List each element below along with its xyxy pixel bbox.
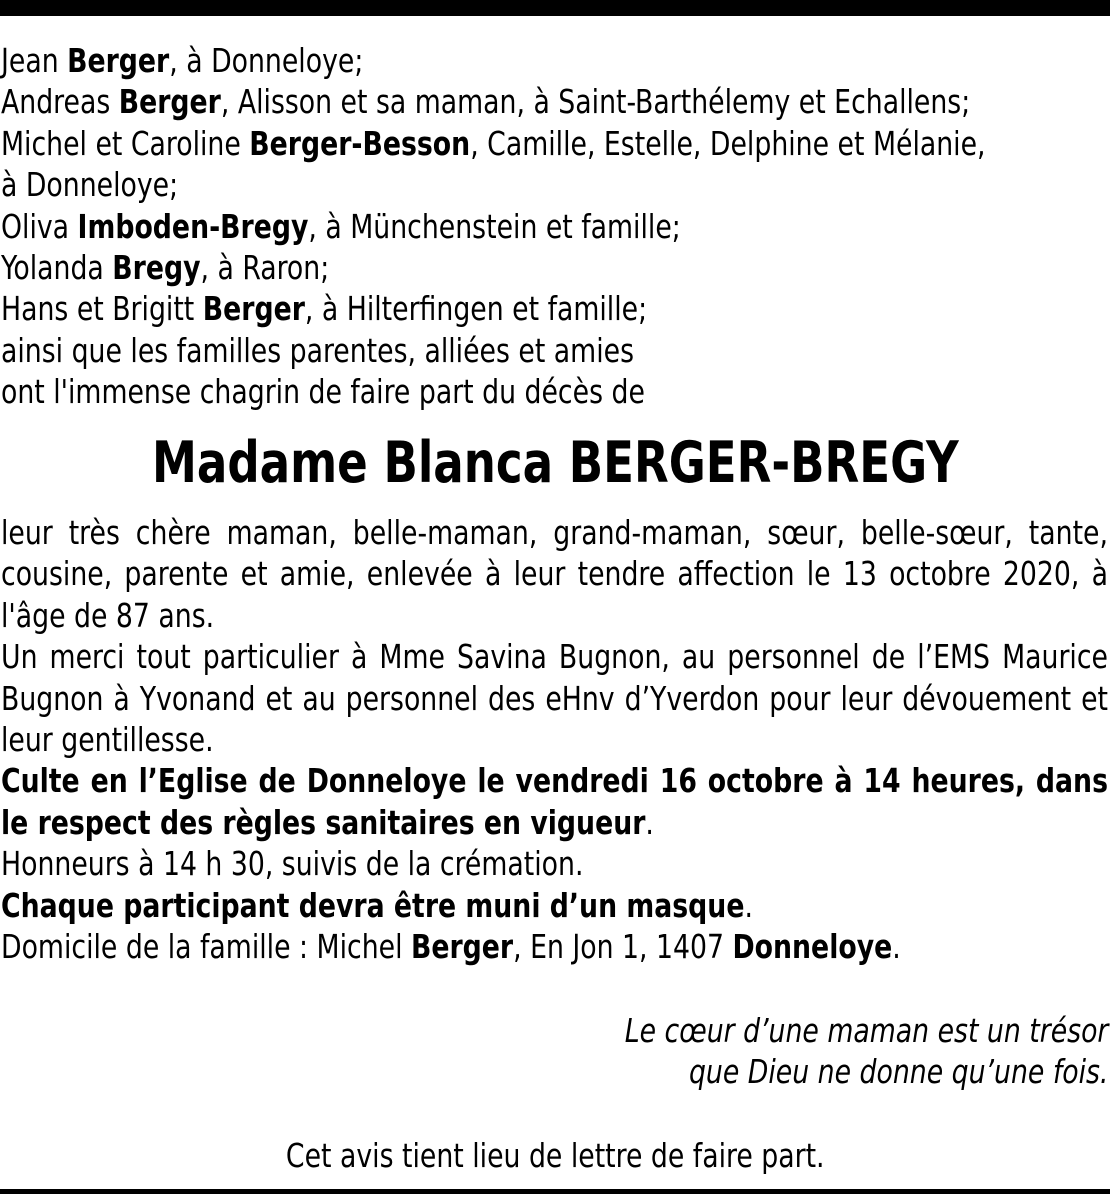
family-line-text: Oliva	[1, 206, 78, 246]
family-line-location: , à Münchenstein et famille;	[308, 206, 681, 246]
domicile-town: Donneloye	[732, 927, 893, 967]
family-line	[1, 81, 1108, 122]
mask-requirement: Chaque participant devra être muni d’un masque	[1, 885, 745, 925]
family-line	[1, 330, 1108, 371]
family-line-text: ainsi que les familles parentes, alliées et amies	[1, 330, 635, 370]
domicile-line	[1, 926, 1108, 967]
family-surname: Berger	[118, 82, 221, 122]
memorial-quote	[624, 1010, 1108, 1092]
closing-text: Cet avis tient lieu de lettre de faire part.	[285, 1136, 825, 1175]
domicile-address: , En Jon 1, 1407	[513, 927, 733, 967]
deceased-name-heading	[0, 428, 1110, 498]
thanks-paragraph: Un merci tout particulier à Mme Savina Bugnon, au personnel de l’EMS Maurice Bugnon à Yvonand et au personnel des eHnv d’Yverdon pour leur dévouement et leur gentillesse.	[1, 637, 1108, 760]
family-line-text: à Donneloye;	[1, 165, 179, 205]
family-line-text: Jean	[1, 41, 68, 80]
family-surname: Berger	[202, 289, 305, 329]
family-line-location: , Camille, Estelle, Delphine et Mélanie,	[470, 123, 986, 163]
quote-line-2: que Dieu ne donne qu’une fois.	[688, 1052, 1108, 1091]
domicile-intro: Domicile de la famille : Michel	[1, 927, 411, 967]
quote-line-1: Le cœur d’une maman est un trésor	[624, 1011, 1108, 1050]
family-line	[1, 206, 1108, 247]
family-line	[1, 40, 1108, 81]
family-line-text: Yolanda	[1, 247, 113, 287]
family-surname: Berger-Besson	[249, 123, 471, 163]
family-line-location: , à Donneloye;	[169, 41, 364, 80]
family-line-text: Michel et Caroline	[1, 123, 250, 163]
family-line-text: Hans et Brigitt	[1, 289, 203, 329]
closing-note	[0, 1135, 1110, 1177]
family-surname: Berger	[67, 41, 170, 80]
deceased-name: Madame Blanca BERGER-BREGY	[151, 430, 959, 496]
mask-period: .	[744, 885, 753, 925]
family-line	[1, 247, 1108, 288]
family-line	[1, 288, 1108, 329]
family-line	[1, 371, 1108, 412]
domicile-period: .	[892, 927, 901, 967]
notice-body	[1, 512, 1108, 967]
family-line-location: , à Raron;	[200, 247, 330, 287]
family-surname: Bregy	[112, 247, 201, 287]
service-paragraph	[1, 760, 1108, 843]
top-border-rule	[0, 0, 1110, 16]
family-line-location: , Alisson et sa maman, à Saint-Barthélemy et Echallens;	[220, 82, 971, 122]
family-line-text: ont l'immense chagrin de faire part du décès de	[1, 372, 645, 412]
family-surname: Imboden-Bregy	[77, 206, 309, 246]
mask-line	[1, 885, 1108, 926]
tribute-paragraph: leur très chère maman, belle-maman, grand-maman, sœur, belle-sœur, tante, cousine, parente et amie, enlevée à leur tendre affection le 13 octobre 2020, à l'âge de 87 ans.	[1, 513, 1108, 635]
domicile-name: Berger	[410, 927, 514, 967]
family-line	[1, 123, 1108, 164]
bottom-border-rule	[0, 1189, 1110, 1194]
honours-line: Honneurs à 14 h 30, suivis de la crémation.	[1, 844, 584, 884]
service-period: .	[645, 802, 654, 842]
family-line-text: Andreas	[1, 82, 119, 122]
family-line	[1, 164, 1108, 205]
family-line-location: , à Hilterfingen et famille;	[304, 289, 648, 329]
service-details: Culte en l’Eglise de Donneloye le vendredi 16 octobre à 14 heures, dans le respect des règles sanitaires en vigueur	[1, 761, 1108, 842]
family-list	[1, 40, 1108, 413]
